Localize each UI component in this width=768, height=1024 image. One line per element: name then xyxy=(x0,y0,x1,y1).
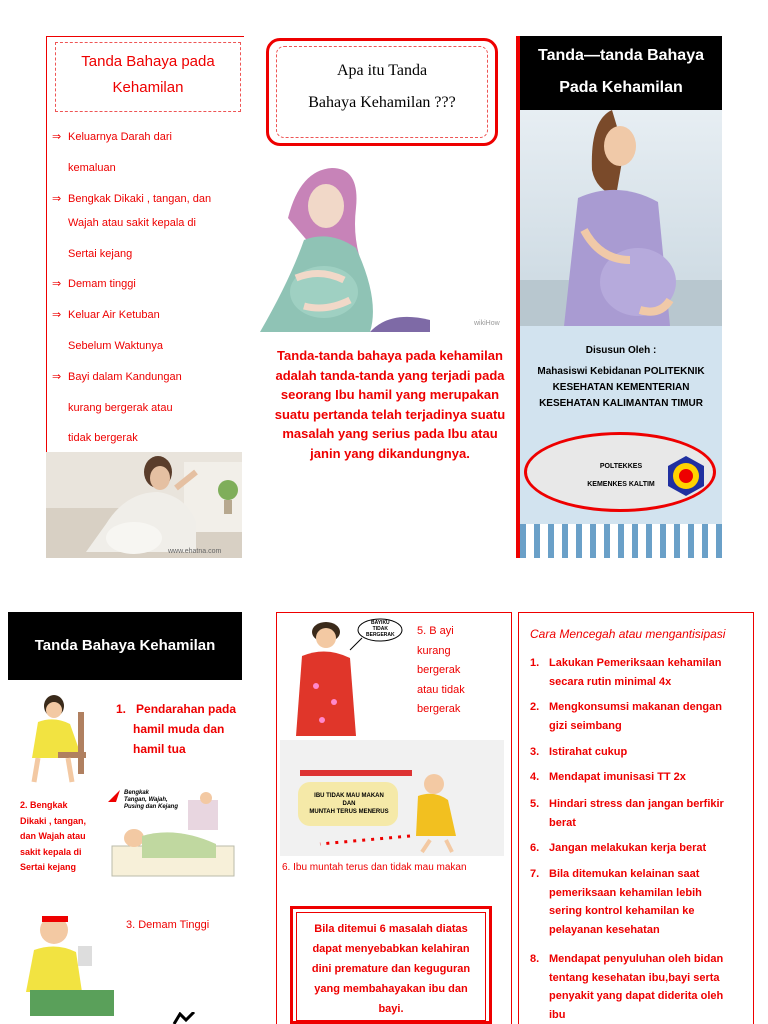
vomiting-illustration xyxy=(280,740,504,856)
arrow-icon: ⇒ xyxy=(52,193,62,205)
institution-logo-icon xyxy=(664,454,708,498)
arrow-icon: ⇒ xyxy=(52,371,62,383)
resting-woman-photo xyxy=(46,452,242,558)
cover-photo xyxy=(520,110,722,326)
cover-header: Tanda—tanda Bahaya Pada Kehamilan xyxy=(520,36,722,110)
author-line: KESEHATAN KEMENTERIAN xyxy=(552,382,690,393)
section-header: Tanda Bahaya Kehamilan xyxy=(8,612,242,680)
list-item: ⇒ Bengkak Dikaki , tangan, dan xyxy=(52,193,212,205)
list-item-cont: kemaluan xyxy=(68,162,116,174)
warning-item-2: 2. Bengkak Dikaki , tangan, dan Wajah atau sakit kepala di Sertai kejang xyxy=(20,800,87,872)
prevention-item: 7. Bila ditemukan kelainan saat pemeriksaan kehamilan lebih sering kontrol kehamilan ke pelayanan kesehatan xyxy=(530,868,702,936)
bleeding-woman-illustration xyxy=(18,692,100,788)
author-line: KESEHATAN KALIMANTAN TIMUR xyxy=(539,398,703,409)
arrow-icon: ⇒ xyxy=(52,278,62,290)
list-item: ⇒ Keluarnya Darah dari xyxy=(52,131,172,143)
list-item: ⇒ Keluar Air Ketuban xyxy=(52,309,160,321)
definition-text: Tanda-tanda bahaya pada kehamilan adalah tanda-tanda yang terjadi pada seorang Ibu hamil yang merupakan suatu pertanda telah terjadinya suatu masalah yang serius pada Ibu atau janin yang dikandungnya. xyxy=(274,348,506,461)
photo-caption: www.ehatna.com xyxy=(168,548,222,555)
list-item-cont: tidak bergerak xyxy=(68,432,138,444)
thought-bubble: BAYIKU TIDAK BERGERAK xyxy=(366,620,395,638)
author-label: Disusun Oleh : xyxy=(585,345,657,356)
middle-title: Apa itu Tanda Bahaya Kehamilan ??? xyxy=(276,46,488,138)
sign-text: IBU TIDAK MAU MAKAN DAN MUNTAH TERUS MENERUS xyxy=(309,793,389,815)
prevention-item: 5. Hindari stress dan jangan berfikir berat xyxy=(530,798,724,829)
partial-illustration xyxy=(170,1012,200,1024)
arrow-icon: ⇒ xyxy=(52,309,62,321)
prevention-title: Cara Mencegah atau mengantisipasi xyxy=(530,627,726,641)
warning-item-1: 1. Pendarahan pada hamil muda dan hamil tua xyxy=(116,702,237,756)
prevention-item: 2. Mengkonsumsi makanan dengan gizi seimbang xyxy=(530,701,722,732)
list-item: ⇒ Bayi dalam Kandungan xyxy=(52,371,182,383)
prevention-item: 8. Mendapat penyuluhan oleh bidan tentang kesehatan ibu,bayi serta penyakit yang dapat diderita oleh ibu xyxy=(530,953,724,1021)
warning-item-6: 6. Ibu muntah terus dan tidak mau makan xyxy=(282,862,467,873)
swelling-caption: Bengkak Tangan, Wajah, Pusing dan Kejang xyxy=(124,790,179,810)
prevention-item: 1. Lakukan Pemeriksaan kehamilan secara rutin minimal 4x xyxy=(530,657,722,688)
warning-item-3: 3. Demam Tinggi xyxy=(126,919,210,931)
baby-not-moving-illustration xyxy=(282,616,406,742)
decorative-stripes xyxy=(520,524,722,558)
callout-inner-border xyxy=(296,912,486,1021)
list-item-cont: Wajah atau sakit kepala di xyxy=(68,217,196,229)
pregnant-woman-illustration xyxy=(260,160,508,332)
institution-name: POLTEKKES KEMENKES KALTIM xyxy=(587,463,655,488)
arrow-icon: ⇒ xyxy=(52,131,62,143)
list-item-cont: kurang bergerak atau xyxy=(68,402,173,414)
prevention-item: 6. Jangan melakukan kerja berat xyxy=(530,842,707,854)
list-item-cont: Sertai kejang xyxy=(68,248,133,260)
prevention-item: 4. Mendapat imunisasi TT 2x xyxy=(530,771,686,783)
wikihow-tag: wikiHow xyxy=(474,320,500,327)
prevention-item: 3. Istirahat cukup xyxy=(530,746,628,758)
fever-illustration xyxy=(16,906,116,1016)
swelling-illustration xyxy=(106,786,240,896)
warning-callout: Bila ditemui 6 masalah diatas dapat menyebabkan kelahiran dini premature dan keguguran yang membahayakan ibu dan bayi. xyxy=(290,906,492,1024)
left-panel-title: Tanda Bahaya pada Kehamilan xyxy=(55,42,241,112)
warning-item-5: 5. B ayi kurang bergerak atau tidak bergerak xyxy=(417,625,465,715)
author-line: Mahasiswi Kebidanan POLITEKNIK xyxy=(537,366,705,377)
list-item-cont: Sebelum Waktunya xyxy=(68,340,163,352)
list-item: ⇒ Demam tinggi xyxy=(52,278,136,290)
